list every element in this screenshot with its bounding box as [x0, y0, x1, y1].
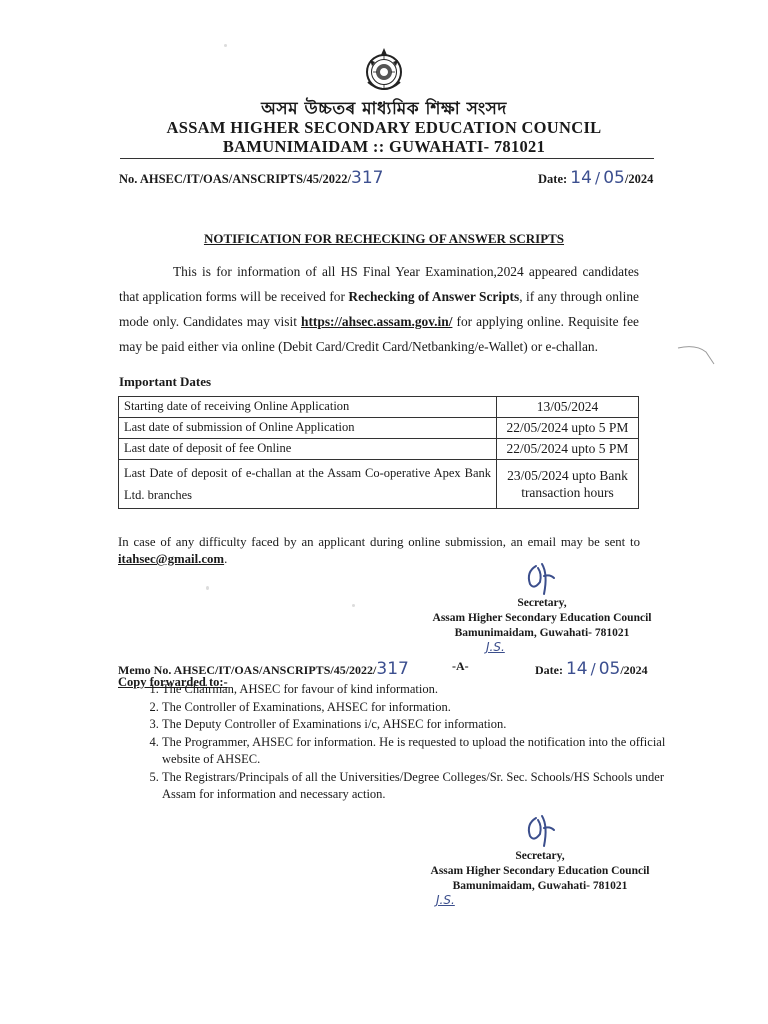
date-label: Last date of deposit of fee Online: [119, 439, 497, 460]
signatory-address: Bamunimaidam, Guwahati- 781021: [454, 627, 630, 639]
signatory-block: [420, 596, 664, 641]
signature-mark-icon: [520, 560, 560, 596]
council-seal-icon: [356, 44, 412, 96]
signatory-title: Secretary,: [515, 850, 565, 862]
copy-list: [138, 681, 672, 804]
memo-marker: -A-: [452, 659, 469, 673]
signature-mark-icon: [520, 812, 560, 848]
handwritten-date-day: 14: [570, 168, 592, 188]
signatory-block: [418, 849, 662, 894]
table-row: [119, 397, 639, 418]
date-label: Last date of submission of Online Application: [119, 418, 497, 439]
handwritten-memo-number: 317: [376, 659, 409, 679]
important-dates-title: Important Dates: [119, 374, 212, 389]
notification-heading: NOTIFICATION FOR RECHECKING OF ANSWER SCRIPTS: [203, 231, 565, 246]
signatory-address: Bamunimaidam, Guwahati- 781021: [452, 880, 628, 892]
handwritten-date-month: 05: [603, 168, 625, 188]
date-value: 22/05/2024 upto 5 PM: [497, 439, 639, 460]
table-row: [119, 439, 639, 460]
handwritten-date-month: 05: [598, 659, 621, 679]
memo-number: Memo No. AHSEC/IT/OAS/ANSCRIPTS/45/2022/317: [118, 659, 409, 679]
date-value: 23/05/2024 upto Bank transaction hours: [497, 460, 639, 509]
council-name: ASSAM HIGHER SECONDARY EDUCATION COUNCIL: [166, 118, 602, 137]
reference-number: No. AHSEC/IT/OAS/ANSCRIPTS/45/2022/317: [119, 168, 384, 188]
signatory-title: Secretary,: [517, 597, 567, 609]
contact-note: In case of any difficulty faced by an applicant during online submission, an email may be sent to itahsec@gmail.com.: [118, 535, 640, 566]
list-item: 2. The Controller of Examinations, AHSEC for information.: [162, 699, 672, 717]
date-value: 22/05/2024 upto 5 PM: [497, 418, 639, 439]
list-item: 3. The Deputy Controller of Examinations i/c, AHSEC for information.: [162, 716, 672, 734]
table-row: [119, 418, 639, 439]
handwritten-date-day: 14: [565, 659, 588, 679]
notification-body: This is for information of all HS Final Year Examination,2024 appeared candidates that application forms will be received for Rechecking of Answer Scripts, if any through online mode only. Candidates may visit https://ahsec.assam.gov.in/ for applying online. Requisite fee may be paid either via online (Debit Card/Credit Card/Netbanking/e-Wallet) or e-challan.: [119, 264, 639, 354]
handwritten-ref-number: 317: [351, 168, 384, 188]
list-item: 1. The Chairman, AHSEC for favour of kind information.: [162, 681, 672, 699]
date-value: 13/05/2024: [497, 397, 639, 418]
copy-forwarded-heading: Copy forwarded to:-: [118, 675, 228, 689]
signatory-org: Assam Higher Secondary Education Council: [432, 612, 652, 624]
date-label: Starting date of receiving Online Application: [119, 397, 497, 418]
scan-artifact: [676, 340, 716, 370]
list-item: 5. The Registrars/Principals of all the Universities/Degree Colleges/Sr. Sec. Schools/HS Schools under Assam for information and necessary action.: [162, 769, 672, 804]
reference-date: Date: 14 / 05/2024: [538, 168, 654, 188]
council-address: BAMUNIMAIDAM :: GUWAHATI- 781021: [222, 137, 546, 156]
list-item: 4. The Programmer, AHSEC for information. He is requested to upload the notification into the official website of AHSEC.: [162, 734, 672, 769]
table-row: [119, 460, 639, 509]
important-dates-table: [118, 396, 639, 509]
initials-handwritten: J.S.: [486, 640, 505, 654]
header-divider: [120, 158, 654, 159]
scan-artifact: [224, 44, 227, 47]
date-label: Last Date of deposit of e-challan at the Assam Co-operative Apex Bank Ltd. branches: [119, 460, 497, 509]
signatory-org: Assam Higher Secondary Education Council: [430, 865, 650, 877]
scan-artifact: [206, 586, 209, 590]
council-name-bengali: অসম উচ্চতৰ মাধ্যমিক শিক্ষা সংসদ: [261, 99, 507, 119]
website-link[interactable]: https://ahsec.assam.gov.in/: [301, 314, 453, 329]
scan-artifact: [352, 604, 355, 607]
contact-email[interactable]: itahsec@gmail.com: [118, 552, 225, 566]
initials-handwritten: J.S.: [436, 893, 455, 907]
memo-date: Date: 14 / 05/2024: [535, 659, 648, 679]
